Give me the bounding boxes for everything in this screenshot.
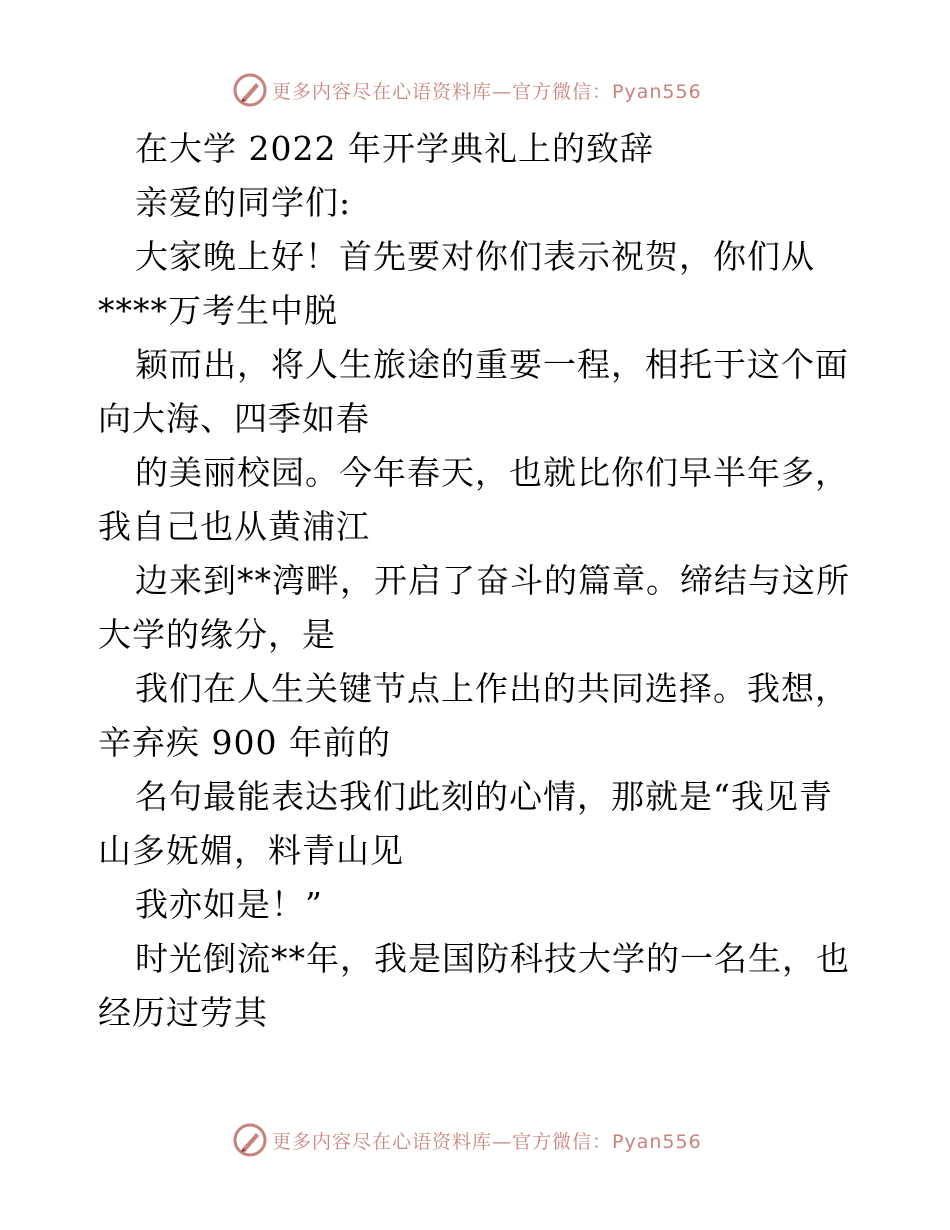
paragraph-line: 颖而出，将人生旅途的重要一程，相托于这个面 (135, 345, 849, 384)
paragraph-line: 边来到**湾畔，开启了奋斗的篇章。缔结与这所 (135, 561, 850, 600)
watermark-text (272, 1127, 702, 1154)
paragraph-line: 我们在人生关键节点上作出的共同选择。我想， (135, 669, 849, 708)
watermark-wechat-id: Pyan556 (612, 1130, 702, 1153)
paragraph-line: 名句最能表达我们此刻的心情，那就是“我见青 (135, 777, 833, 816)
salutation: 亲爱的同学们: (135, 183, 352, 222)
watermark-brand: 更多内容尽在心语资料库 (272, 80, 493, 103)
document-body (98, 122, 858, 1040)
watermark-wechat-id: Pyan556 (612, 80, 702, 103)
paragraph-line: 大家晚上好！首先要对你们表示祝贺，你们从 (135, 237, 815, 276)
watermark-dash: — (492, 1130, 513, 1153)
document-title: 在大学 2022 年开学典礼上的致辞 (135, 129, 654, 168)
footer-watermark (232, 1120, 732, 1160)
paragraph-line: 山多妩媚，料青山见 (98, 831, 404, 870)
paragraph-line: 我亦如是！” (135, 885, 323, 924)
watermark-label: 官方微信： (512, 80, 613, 103)
header-watermark (232, 70, 732, 110)
paragraph-line: 我自己也从黄浦江 (98, 507, 370, 546)
paragraph-line: 经历过劳其 (98, 993, 268, 1032)
pen-logo-icon (232, 1122, 268, 1158)
watermark-brand: 更多内容尽在心语资料库 (272, 1130, 493, 1153)
pen-logo-icon (232, 72, 268, 108)
watermark-text (272, 77, 702, 104)
watermark-dash: — (492, 80, 513, 103)
paragraph-line: 辛弃疾 900 年前的 (98, 723, 391, 762)
paragraph-line: 时光倒流**年，我是国防科技大学的一名生，也 (135, 939, 850, 978)
watermark-label: 官方微信： (512, 1130, 613, 1153)
paragraph-line: 向大海、四季如春 (98, 399, 370, 438)
paragraph-line: ****万考生中脱 (98, 291, 338, 330)
paragraph-line: 大学的缘分，是 (98, 615, 336, 654)
paragraph-line: 的美丽校园。今年春天，也就比你们早半年多， (135, 453, 849, 492)
